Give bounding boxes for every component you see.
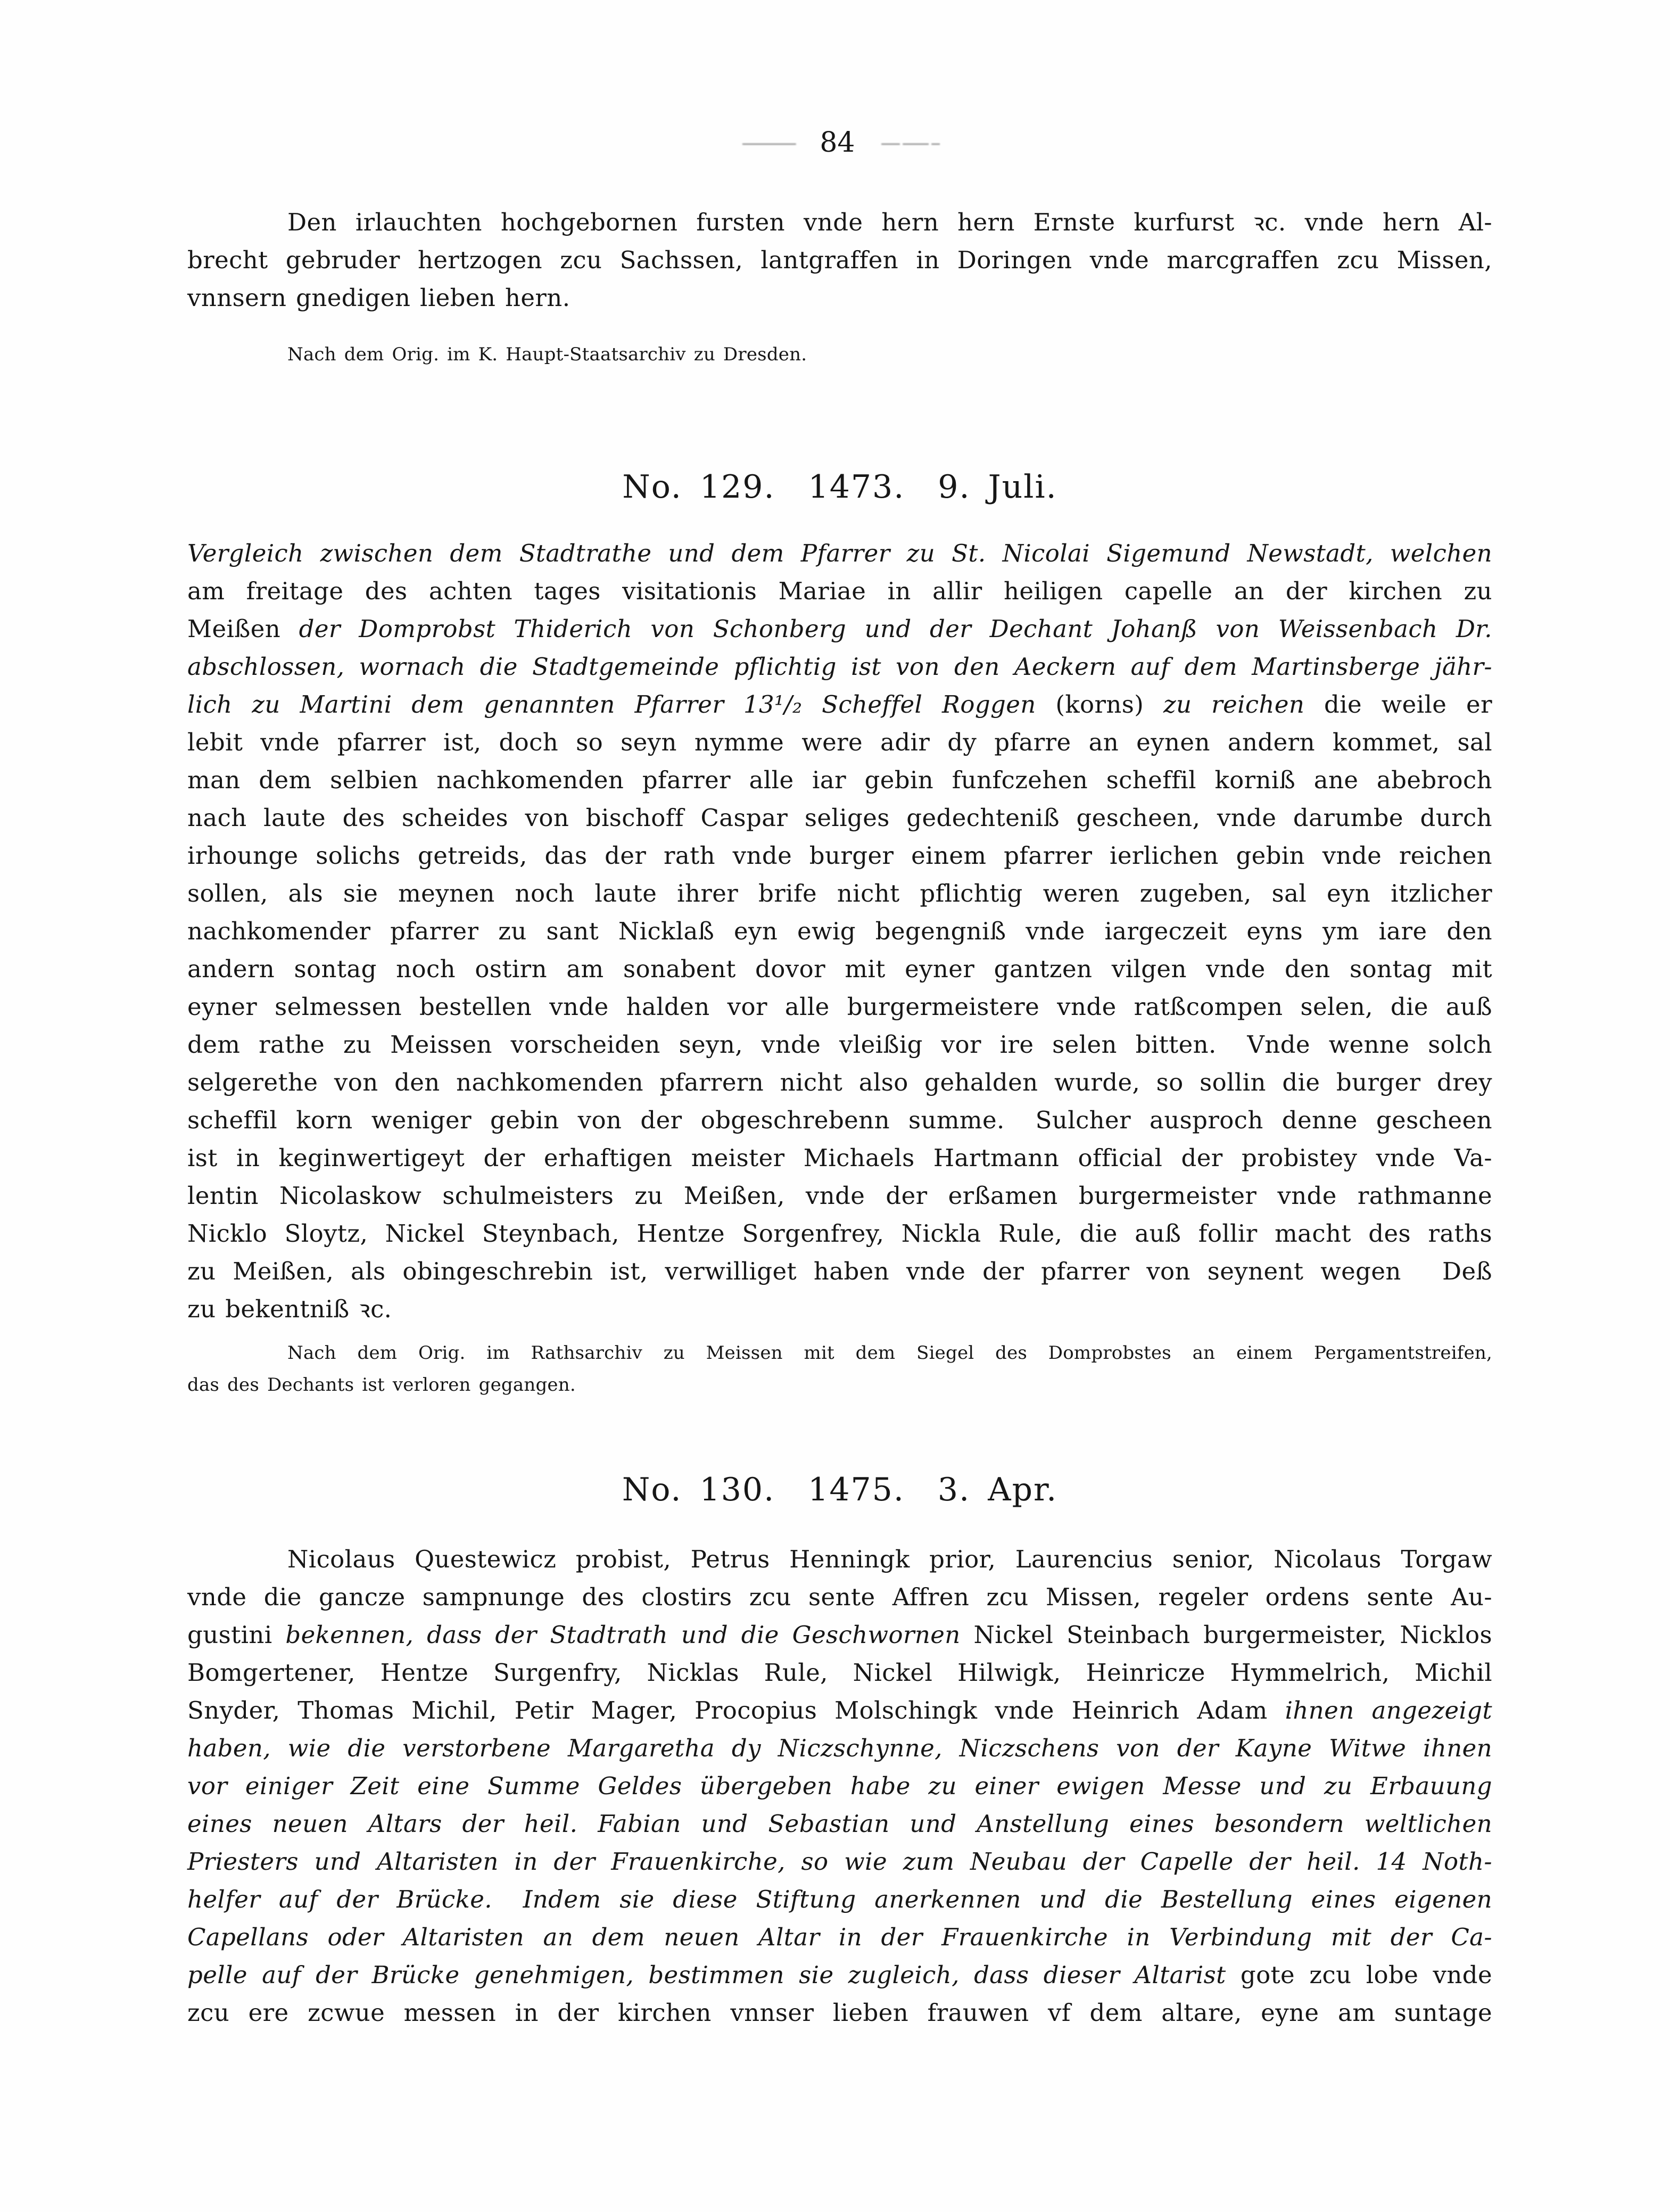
text-line bbox=[187, 1956, 1492, 1994]
entry-130-heading: No. 130. 1475. 3. Apr. bbox=[622, 1471, 1058, 1508]
roman-text-segment: die weile er bbox=[1324, 690, 1492, 719]
italic-text-segment: zu reichen bbox=[1163, 690, 1325, 719]
text-line bbox=[187, 241, 1492, 279]
roman-text-segment: sollen, als sie meynen noch laute ihrer brife nicht pflichtig weren zugeben, sal eyn itzlicher bbox=[187, 879, 1492, 907]
text-line bbox=[187, 1729, 1492, 1767]
roman-text-segment: zcu ere zcwue messen in der kirchen vnnser lieben frauwen vf dem altare, eyne am suntage bbox=[187, 1999, 1492, 2027]
text-line bbox=[187, 203, 1492, 241]
source-note-meissen bbox=[187, 1337, 1492, 1401]
text-line bbox=[187, 339, 1492, 370]
roman-text-segment: Nach dem Orig. im K. Haupt-Staatsarchiv zu Dresden. bbox=[287, 344, 807, 365]
text-line bbox=[187, 723, 1492, 761]
italic-text-segment: vor einiger Zeit eine Summe Geldes übergeben habe zu einer ewigen Messe und zu Erbauung bbox=[187, 1772, 1492, 1800]
text-line bbox=[187, 1337, 1492, 1369]
italic-text-segment: Capellans oder Altaristen an dem neuen Altar in der Frauenkirche in Verbindung mit der Ca- bbox=[187, 1923, 1492, 1951]
italic-text-segment: Priesters und Altaristen in der Frauenkirche, so wie zum Neubau der Capelle der heil. 14 Noth- bbox=[187, 1847, 1492, 1876]
text-line bbox=[187, 686, 1492, 723]
text-line bbox=[187, 988, 1492, 1026]
text-line bbox=[187, 1578, 1492, 1616]
page-number: 84 bbox=[820, 127, 855, 159]
text-line bbox=[187, 534, 1492, 572]
text-line bbox=[187, 1691, 1492, 1729]
text-line bbox=[187, 1918, 1492, 1956]
roman-text-segment: nachkomender pfarrer zu sant Nicklaß eyn ewig begengniß vnde iargeczeit eyns ym iare den bbox=[187, 917, 1492, 945]
roman-text-segment: vnnsern gnedigen lieben hern. bbox=[187, 284, 571, 312]
text-line bbox=[187, 572, 1492, 610]
italic-text-segment: lich zu Martini dem genannten Pfarrer 13¹/₂ Scheffel Roggen bbox=[187, 690, 1056, 719]
text-line bbox=[187, 912, 1492, 950]
entry-129-body bbox=[187, 534, 1492, 1328]
entry-129-heading: No. 129. 1473. 9. Juli. bbox=[622, 468, 1057, 506]
text-line bbox=[187, 837, 1492, 874]
roman-text-segment: gustini bbox=[187, 1621, 286, 1649]
roman-text-segment: am freitage des achten tages visitationis Mariae in allir heiligen capelle an der kirchen zu bbox=[187, 577, 1492, 605]
text-line bbox=[187, 1290, 1492, 1328]
roman-text-segment: Den irlauchten hochgebornen fursten vnde hern hern Ernste kurfurst ꝛc. vnde hern Al- bbox=[287, 208, 1492, 236]
roman-text-segment: zu Meißen, als obingeschrebin ist, verwilliget haben vnde der pfarrer von seynent wegen Deß bbox=[187, 1257, 1492, 1285]
roman-text-segment: das des Dechants ist verloren gegangen. bbox=[187, 1374, 576, 1396]
roman-text-segment: nach laute des scheides von bischoff Caspar seliges gedechteniß gescheen, vnde darumbe durch bbox=[187, 804, 1492, 832]
roman-text-segment: Nicklo Sloytz, Nickel Steynbach, Hentze Sorgenfrey, Nickla Rule, die auß follir macht des raths bbox=[187, 1219, 1492, 1248]
italic-text-segment: ihnen angezeigt bbox=[1285, 1696, 1492, 1724]
roman-text-segment: Snyder, Thomas Michil, Petir Mager, Procopius Molschingk vnde Heinrich Adam bbox=[187, 1696, 1285, 1724]
italic-text-segment: Vergleich zwischen dem Stadtrathe und dem Pfarrer zu St. Nicolai Sigemund Newstadt, welchen bbox=[187, 539, 1492, 567]
roman-text-segment: Nickel Steinbach burgermeister, Nicklos bbox=[973, 1621, 1492, 1649]
text-line bbox=[187, 1616, 1492, 1654]
page-header bbox=[187, 127, 1492, 159]
roman-text-segment: andern sontag noch ostirn am sonabent dovor mit eyner gantzen vilgen vnde den sontag mit bbox=[187, 955, 1492, 983]
roman-text-segment: lebit vnde pfarrer ist, doch so seyn nymme were adir dy pfarre an eynen andern kommet, sal bbox=[187, 728, 1492, 756]
roman-text-segment: (korns) bbox=[1055, 690, 1163, 719]
ink-smudge-right: — —– – bbox=[880, 131, 938, 154]
text-line bbox=[187, 1369, 1492, 1401]
italic-text-segment: bekennen, dass der Stadtrath und die Geschwornen bbox=[285, 1621, 974, 1649]
roman-text-segment: dem rathe zu Meissen vorscheiden seyn, vnde vleißig vor ire selen bitten. Vnde wenne solch bbox=[187, 1030, 1492, 1059]
roman-text-segment: ist in keginwertigeyt der erhaftigen meister Michaels Hartmann official der probistey vnde Va- bbox=[187, 1144, 1492, 1172]
text-line bbox=[187, 1994, 1492, 2032]
text-line bbox=[187, 1139, 1492, 1177]
italic-text-segment: der Domprobst Thiderich von Schonberg und der Dechant Johanß von Weissenbach Dr. bbox=[299, 615, 1492, 643]
text-line bbox=[187, 1026, 1492, 1063]
roman-text-segment: Bomgertener, Hentze Surgenfry, Nicklas Rule, Nickel Hilwigk, Heinricze Hymmelrich, Michil bbox=[187, 1658, 1492, 1687]
ink-smudge-left: ——— bbox=[741, 131, 795, 154]
text-line bbox=[187, 1654, 1492, 1691]
italic-text-segment: pelle auf der Brücke genehmigen, bestimmen sie zugleich, dass dieser Altarist bbox=[187, 1961, 1241, 1989]
text-line bbox=[187, 1843, 1492, 1880]
italic-text-segment: helfer auf der Brücke. Indem sie diese Stiftung anerkennen und die Bestellung eines eigenen bbox=[187, 1885, 1492, 1913]
text-line bbox=[187, 1880, 1492, 1918]
roman-text-segment: Nicolaus Questewicz probist, Petrus Henningk prior, Laurencius senior, Nicolaus Torgaw bbox=[287, 1545, 1492, 1573]
text-line bbox=[187, 1177, 1492, 1215]
text-line bbox=[187, 1540, 1492, 1578]
roman-text-segment: vnde die gancze sampnunge des clostirs zcu sente Affren zcu Missen, regeler ordens sente Au- bbox=[187, 1583, 1492, 1611]
roman-text-segment: gote zcu lobe vnde bbox=[1240, 1961, 1492, 1989]
text-line bbox=[187, 279, 1492, 317]
roman-text-segment: zu bekentniß ꝛc. bbox=[187, 1295, 392, 1323]
italic-text-segment: abschlossen, wornach die Stadtgemeinde pflichtig ist von den Aeckern auf dem Martinsberge jähr- bbox=[187, 653, 1492, 681]
italic-text-segment: eines neuen Altars der heil. Fabian und Sebastian und Anstellung eines besondern weltlichen bbox=[187, 1810, 1492, 1838]
roman-text-segment: eyner selmessen bestellen vnde halden vor alle burgermeistere vnde ratßcompen selen, die auß bbox=[187, 993, 1492, 1021]
roman-text-segment: lentin Nicolaskow schulmeisters zu Meißen, vnde der erßamen burgermeister vnde rathmanne bbox=[187, 1182, 1492, 1210]
italic-text-segment: haben, wie die verstorbene Margaretha dy Niczschynne, Niczschens von der Kayne Witwe ihnen bbox=[187, 1734, 1492, 1762]
text-line bbox=[187, 1215, 1492, 1252]
text-line bbox=[187, 950, 1492, 988]
entry-130-body bbox=[187, 1540, 1492, 2032]
address-paragraph bbox=[187, 203, 1492, 317]
text-line bbox=[187, 1767, 1492, 1805]
text-line bbox=[187, 1252, 1492, 1290]
text-line bbox=[187, 1805, 1492, 1843]
text-line bbox=[187, 610, 1492, 648]
roman-text-segment: scheffil korn weniger gebin von der obgeschrebenn summe. Sulcher ausproch denne gescheen bbox=[187, 1106, 1492, 1134]
text-line bbox=[187, 799, 1492, 837]
text-line bbox=[187, 874, 1492, 912]
text-line bbox=[187, 1101, 1492, 1139]
text-line bbox=[187, 1063, 1492, 1101]
roman-text-segment: man dem selbien nachkomenden pfarrer alle iar gebin funfczehen scheffil korniß ane abebroch bbox=[187, 766, 1492, 794]
text-line bbox=[187, 761, 1492, 799]
roman-text-segment: Meißen bbox=[187, 615, 299, 643]
source-note-dresden bbox=[187, 339, 1492, 370]
roman-text-segment: selgerethe von den nachkomenden pfarrern nicht also gehalden wurde, so sollin die burger drey bbox=[187, 1068, 1492, 1096]
roman-text-segment: brecht gebruder hertzogen zcu Sachssen, lantgraffen in Doringen vnde marcgraffen zcu Missen, bbox=[187, 246, 1492, 274]
roman-text-segment: Nach dem Orig. im Rathsarchiv zu Meissen mit dem Siegel des Domprobstes an einem Pergamentstreifen, bbox=[287, 1342, 1492, 1364]
roman-text-segment: irhounge solichs getreids, das der rath vnde burger einem pfarrer ierlichen gebin vnde reichen bbox=[187, 841, 1492, 870]
text-line bbox=[187, 648, 1492, 686]
